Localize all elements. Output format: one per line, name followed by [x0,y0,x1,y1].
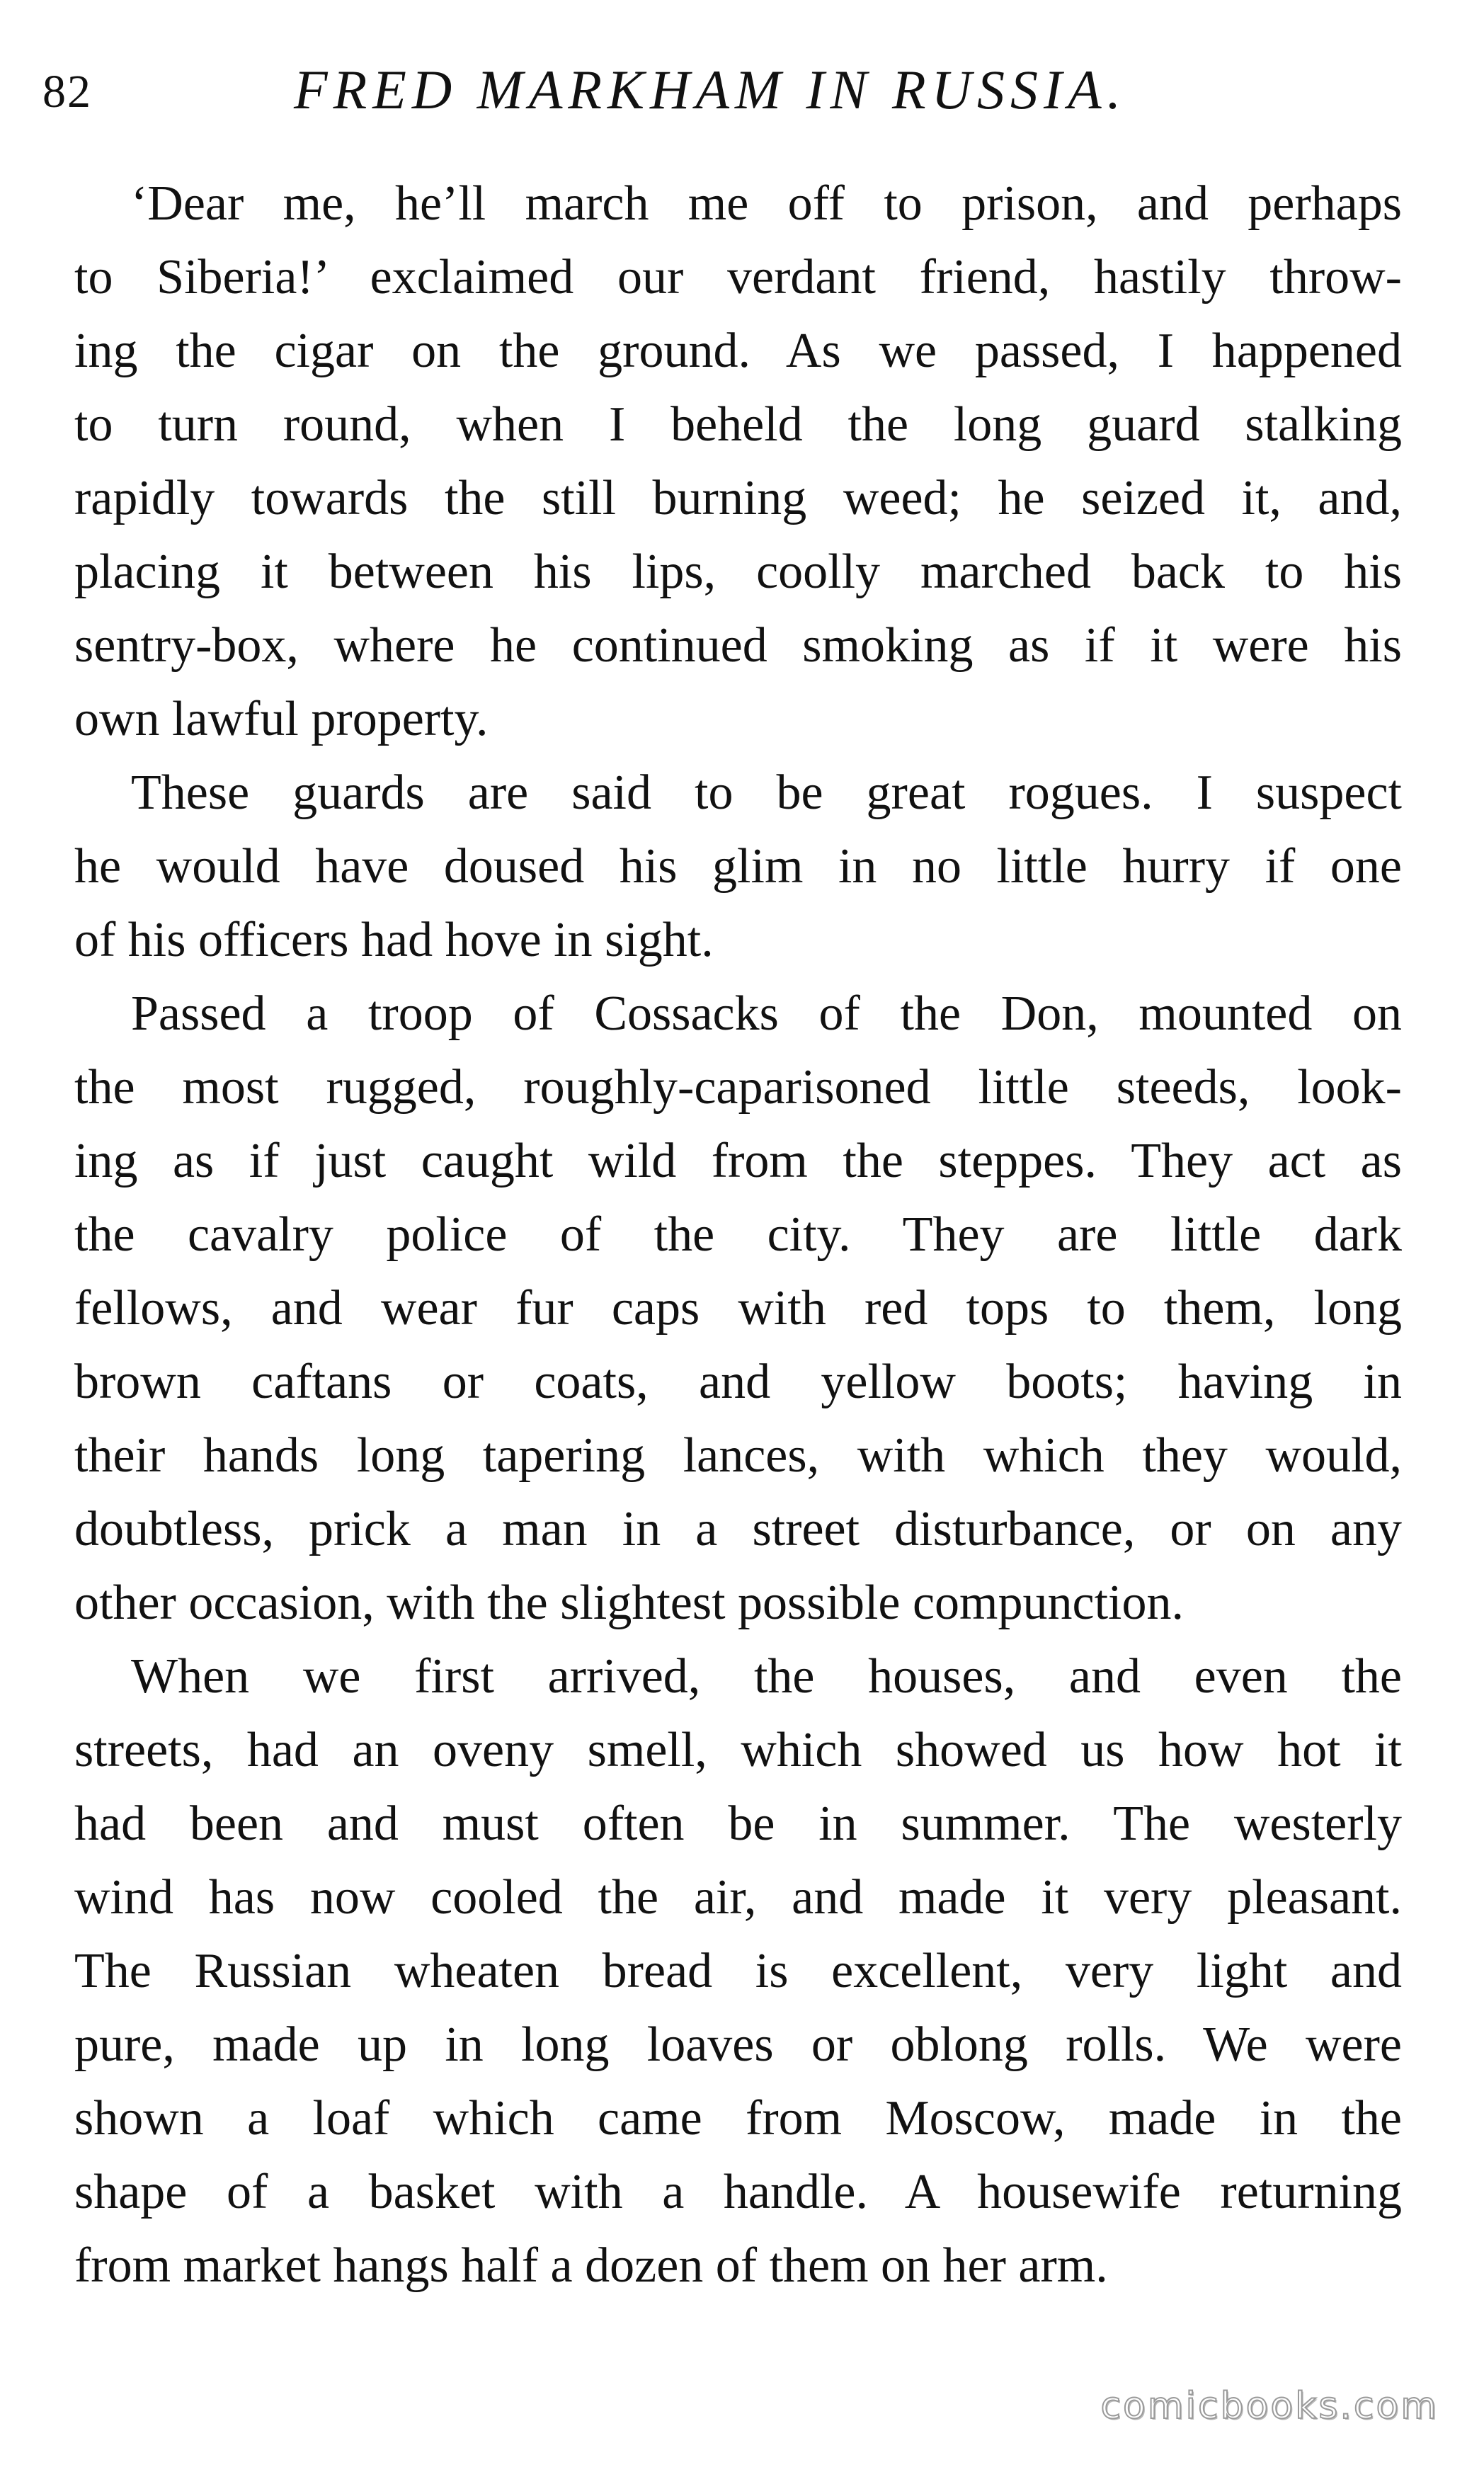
text-line: sentry-box, where he continued smoking as if it were his [74,618,1402,673]
text-line: own lawful property. [74,692,489,746]
text-line: ing the cigar on the ground. As we passed, I happened [74,324,1402,378]
text-line: other occasion, with the slightest possible compunction. [74,1576,1184,1630]
text-line: shown a loaf which came from Moscow, made in the [74,2091,1402,2146]
text-line: to turn round, when I beheld the long guard stalking [74,397,1402,452]
page-number: 82 [42,66,92,118]
text-line: of his officers had hove in sight. [74,913,714,967]
text-line: streets, had an oveny smell, which showed us how hot it [74,1723,1402,1777]
text-line: These guards are said to be great rogues. I suspect [131,765,1402,820]
text-line: wind has now cooled the air, and made it very pleasant. [74,1870,1402,1925]
text-line: pure, made up in long loaves or oblong rolls. We were [74,2017,1402,2072]
paragraph [74,756,1402,977]
text-line: fellows, and wear fur caps with red tops to them, long [74,1281,1402,1336]
text-line: The Russian wheaten bread is excellent, very light and [74,1944,1402,1998]
text-line: from market hangs half a dozen of them on her arm. [74,2238,1108,2293]
watermark: comicbooks.com [1100,2385,1439,2427]
text-line: their hands long tapering lances, with which they would, [74,1428,1402,1483]
text-line: rapidly towards the still burning weed; he seized it, and, [74,471,1402,525]
text-line: shape of a basket with a handle. A housewife returning [74,2165,1402,2219]
text-line: brown caftans or coats, and yellow boots; having in [74,1355,1402,1409]
running-title: FRED MARKHAM IN RUSSIA. [294,59,1127,120]
text-line: placing it between his lips, coolly marched back to his [74,545,1402,599]
paragraph [74,977,1402,1640]
text-line: When we first arrived, the houses, and even the [131,1649,1402,1704]
body-text [74,167,1402,2303]
text-line: the most rugged, roughly-caparisoned little steeds, look- [74,1060,1402,1115]
text-line: doubtless, prick a man in a street disturbance, or on any [74,1502,1402,1556]
text-line: Passed a troop of Cossacks of the Don, mounted on [131,986,1402,1041]
page-header [42,58,1402,136]
paragraph [74,1640,1402,2303]
paragraph [74,167,1402,756]
text-line: had been and must often be in summer. The westerly [74,1796,1402,1851]
text-line: to Siberia!’ exclaimed our verdant friend, hastily throw- [74,250,1402,304]
text-line: ing as if just caught wild from the steppes. They act as [74,1134,1402,1188]
text-line: the cavalry police of the city. They are little dark [74,1207,1402,1262]
text-line: he would have doused his glim in no little hurry if one [74,839,1402,894]
text-line: ‘Dear me, he’ll march me off to prison, and perhaps [131,176,1402,231]
